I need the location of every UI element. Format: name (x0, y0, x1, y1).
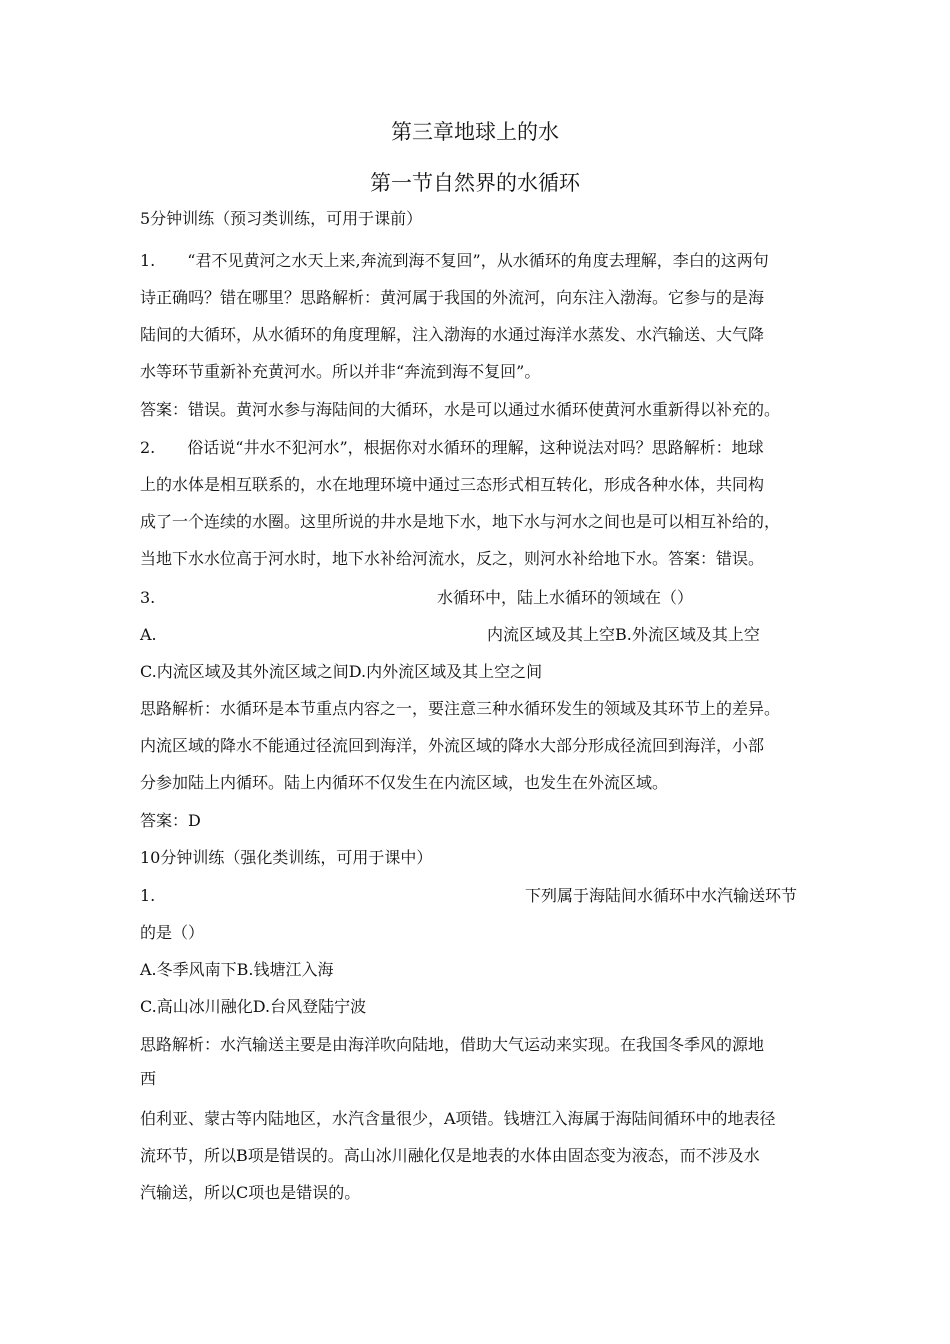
section-heading-5min: 5分钟训练（预习类训练，可用于课前） (140, 209, 423, 228)
text-line: 1. “君不见黄河之水天上来,奔流到海不复回”，从水循环的角度去理解，李白的这两句 (140, 251, 769, 270)
text-line: 思路解析：水汽输送主要是由海洋吹向陆地，借助大气运动来实现。在我国冬季风的源地 (140, 1035, 765, 1054)
question-stem: 水循环中，陆上水循环的领域在（） (437, 588, 694, 607)
text-line: 流环节，所以B项是错误的。高山冰川融化仅是地表的水体由固态变为液态，而不涉及水 (140, 1146, 760, 1165)
text-line: 内流区域的降水不能通过径流回到海洋，外流区域的降水大部分形成径流回到海洋，小部 (140, 736, 765, 755)
text-line: 2. 俗话说“井水不犯河水”，根据你对水循环的理解，这种说法对吗？思路解析：地球 (140, 438, 764, 457)
question-number: 3. (140, 588, 156, 607)
text-line: 伯利亚、蒙古等内陆地区，水汽含量很少，A项错。钱塘江入海属于海陆间循环中的地表径 (140, 1109, 776, 1128)
options-ab: 内流区域及其上空B.外流区域及其上空 (487, 625, 760, 644)
text-line: 水等环节重新补充黄河水。所以并非“奔流到海不复回”。 (140, 362, 541, 381)
answer-line: 答案：错误。黄河水参与海陆间的大循环，水是可以通过水循环使黄河水重新得以补充的。 (140, 400, 781, 419)
text-line: 思路解析：水循环是本节重点内容之一，要注意三种水循环发生的领域及其环节上的差异。 (140, 699, 781, 718)
answer-line: 答案：D (140, 811, 201, 830)
text-line: 汽输送，所以C项也是错误的。 (140, 1183, 361, 1202)
question-number: 1. (140, 886, 156, 905)
text-line: 上的水体是相互联系的，水在地理环境中通过三态形式相互转化，形成各种水体，共同构 (140, 475, 765, 494)
options-ab: A.冬季风南下B.钱塘江入海 (140, 960, 334, 979)
text-line: 西 (140, 1069, 157, 1088)
chapter-title: 第三章地球上的水 (391, 120, 559, 144)
text-line: 的是（） (140, 923, 205, 942)
options-cd: C.内流区域及其外流区域之间D.内外流区域及其上空之间 (140, 662, 543, 681)
text-line: 分参加陆上内循环。陆上内循环不仅发生在内流区域，也发生在外流区域。 (140, 773, 669, 792)
text-line: 当地下水水位高于河水时，地下水补给河流水，反之，则河水补给地下水。答案：错误。 (140, 549, 765, 568)
text-line: 成了一个连续的水圈。这里所说的井水是地下水，地下水与河水之间也是可以相互补给的， (140, 512, 781, 531)
question-stem: 下列属于海陆间水循环中水汽输送环节 (525, 886, 798, 905)
option-label: A. (140, 625, 157, 644)
options-cd: C.高山冰川融化D.台风登陆宁波 (140, 997, 367, 1016)
section-heading-10min: 10分钟训练（强化类训练，可用于课中） (140, 848, 433, 867)
section-title: 第一节自然界的水循环 (370, 171, 580, 195)
text-line: 陆间的大循环，从水循环的角度理解，注入渤海的水通过海洋水蒸发、水汽输送、大气降 (140, 325, 765, 344)
text-line: 诗正确吗？错在哪里？思路解析：黄河属于我国的外流河，向东注入渤海。它参与的是海 (140, 288, 765, 307)
